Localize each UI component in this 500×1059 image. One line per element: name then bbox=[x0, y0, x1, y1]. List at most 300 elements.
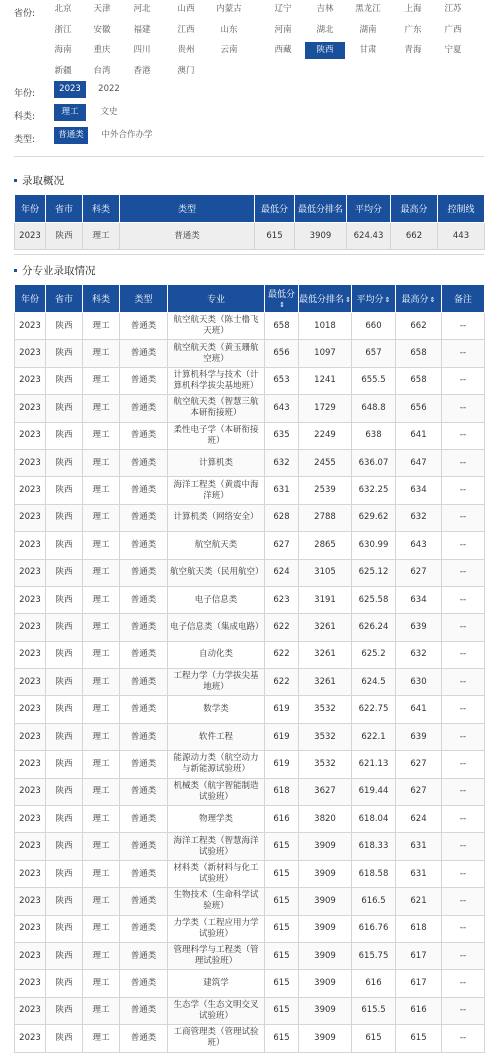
province-option[interactable]: 天津 bbox=[93, 4, 111, 14]
table-cell: 622.75 bbox=[352, 696, 396, 723]
table-row bbox=[15, 532, 485, 559]
table-cell: 理工 bbox=[83, 778, 120, 805]
table-row bbox=[15, 340, 485, 367]
table-cell: 2023 bbox=[15, 340, 46, 367]
type-label: 类型: bbox=[14, 135, 36, 145]
table-cell: 3532 bbox=[299, 751, 352, 778]
table-row bbox=[15, 422, 485, 449]
summary-header-cell: 类型 bbox=[120, 195, 255, 223]
table-cell: 1729 bbox=[299, 395, 352, 422]
table-row bbox=[15, 723, 485, 750]
table-cell: 普通类 bbox=[120, 395, 168, 422]
province-option[interactable]: 山西 bbox=[177, 4, 195, 14]
table-row bbox=[15, 696, 485, 723]
table-row bbox=[15, 367, 485, 394]
table-cell: 643 bbox=[265, 395, 299, 422]
table-cell: 615 bbox=[265, 860, 299, 887]
major-cell: 航空航天类 bbox=[168, 532, 265, 559]
sort-icon[interactable]: ⇕ bbox=[429, 296, 436, 304]
province-option[interactable]: 福建 bbox=[133, 24, 151, 35]
table-cell: -- bbox=[442, 504, 485, 531]
sort-icon[interactable]: ⇕ bbox=[345, 296, 351, 304]
table-cell: 2023 bbox=[15, 313, 46, 340]
table-row bbox=[15, 669, 485, 696]
table-cell: 622 bbox=[265, 641, 299, 668]
table-cell: 615 bbox=[265, 888, 299, 915]
table-cell: 陕西 bbox=[46, 669, 83, 696]
sortable-header-cell[interactable] bbox=[299, 285, 352, 313]
table-cell: 662 bbox=[396, 313, 442, 340]
table-cell: 643 bbox=[396, 532, 442, 559]
table-row bbox=[15, 860, 485, 887]
table-cell: -- bbox=[442, 806, 485, 833]
major-cell: 机械类（航宇智能制造试验班） bbox=[168, 778, 265, 805]
province-option[interactable]: 宁夏 bbox=[444, 45, 462, 55]
table-cell: 3261 bbox=[299, 641, 352, 668]
table-cell: 647 bbox=[396, 449, 442, 476]
table-cell: 624.43 bbox=[347, 223, 391, 250]
table-cell: 2023 bbox=[15, 970, 46, 997]
province-label: 省份: bbox=[14, 9, 36, 19]
summary-header-cell: 控制线 bbox=[438, 195, 485, 223]
province-option[interactable]: 台湾 bbox=[93, 65, 111, 76]
province-option[interactable]: 河北 bbox=[133, 4, 151, 14]
table-cell: 普通类 bbox=[120, 641, 168, 668]
province-option[interactable]: 安徽 bbox=[93, 24, 111, 35]
table-cell: 理工 bbox=[83, 751, 120, 778]
table-cell: 632 bbox=[265, 449, 299, 476]
table-cell: 618.58 bbox=[352, 860, 396, 887]
table-cell: 普通类 bbox=[120, 833, 168, 860]
major-cell: 力学类（工程应用力学试验班） bbox=[168, 915, 265, 942]
type-option[interactable]: 普通类 bbox=[54, 127, 88, 144]
table-cell: -- bbox=[442, 970, 485, 997]
header-label: 省市 bbox=[54, 295, 73, 305]
table-cell: 627 bbox=[396, 778, 442, 805]
major-cell: 计算机类 bbox=[168, 449, 265, 476]
header-label: 最低分排名 bbox=[299, 295, 345, 305]
major-cell: 航空航天类（黄玉珊航空班） bbox=[168, 340, 265, 367]
table-cell: 理工 bbox=[83, 614, 120, 641]
header-label: 专业 bbox=[206, 295, 225, 305]
table-row bbox=[15, 395, 485, 422]
table-cell: 陕西 bbox=[46, 367, 83, 394]
summary-header-cell: 年份 bbox=[15, 195, 46, 223]
table-cell: -- bbox=[442, 860, 485, 887]
detail-header-row bbox=[15, 285, 485, 313]
table-cell: 理工 bbox=[83, 888, 120, 915]
table-cell: -- bbox=[442, 641, 485, 668]
table-cell: 陕西 bbox=[46, 641, 83, 668]
table-cell: 624 bbox=[396, 806, 442, 833]
table-row bbox=[15, 778, 485, 805]
table-cell: 634 bbox=[396, 477, 442, 504]
table-cell: -- bbox=[442, 778, 485, 805]
province-option[interactable]: 内蒙古 bbox=[216, 4, 242, 14]
table-cell: 615 bbox=[265, 970, 299, 997]
province-option[interactable]: 海南 bbox=[54, 45, 72, 55]
table-cell: 2023 bbox=[15, 942, 46, 969]
table-cell: 普通类 bbox=[120, 367, 168, 394]
province-option[interactable]: 河南 bbox=[274, 24, 292, 35]
table-cell: 660 bbox=[352, 313, 396, 340]
table-cell: 621.13 bbox=[352, 751, 396, 778]
table-cell: 理工 bbox=[83, 723, 120, 750]
table-cell: 陕西 bbox=[46, 223, 83, 250]
table-cell: 2023 bbox=[15, 888, 46, 915]
table-cell: 631 bbox=[265, 477, 299, 504]
table-row bbox=[15, 915, 485, 942]
table-cell: 616.76 bbox=[352, 915, 396, 942]
table-row bbox=[15, 559, 485, 586]
table-row bbox=[15, 970, 485, 997]
table-cell: 639 bbox=[396, 614, 442, 641]
summary-header-row bbox=[15, 195, 485, 223]
table-cell: -- bbox=[442, 559, 485, 586]
table-row bbox=[15, 586, 485, 613]
table-cell: 615 bbox=[265, 833, 299, 860]
table-cell: 2023 bbox=[15, 532, 46, 559]
table-cell: 2788 bbox=[299, 504, 352, 531]
table-cell: 630 bbox=[396, 669, 442, 696]
table-cell: 631 bbox=[396, 833, 442, 860]
major-cell: 航空航天类（民用航空） bbox=[168, 559, 265, 586]
province-option[interactable]: 香港 bbox=[133, 65, 151, 76]
header-label: 最低分 bbox=[267, 290, 295, 300]
detail-header-cell bbox=[442, 285, 485, 313]
major-cell: 电子信息类（集成电路） bbox=[168, 614, 265, 641]
table-row bbox=[15, 477, 485, 504]
table-cell: 理工 bbox=[83, 997, 120, 1024]
table-cell: 619 bbox=[265, 723, 299, 750]
table-cell: 普通类 bbox=[120, 559, 168, 586]
table-cell: 618.04 bbox=[352, 806, 396, 833]
table-cell: 陕西 bbox=[46, 559, 83, 586]
table-cell: 陕西 bbox=[46, 449, 83, 476]
table-cell: 理工 bbox=[83, 477, 120, 504]
header-label: 平均分 bbox=[356, 295, 384, 305]
summary-header-cell: 省市 bbox=[46, 195, 83, 223]
summary-table bbox=[14, 194, 485, 250]
major-cell: 海洋工程类（智慧海洋试验班） bbox=[168, 833, 265, 860]
table-cell: 理工 bbox=[83, 340, 120, 367]
table-cell: 陕西 bbox=[46, 751, 83, 778]
table-cell: -- bbox=[442, 751, 485, 778]
table-cell: 普通类 bbox=[120, 806, 168, 833]
major-cell: 工程力学（力学拔尖基地班） bbox=[168, 669, 265, 696]
detail-header-cell bbox=[168, 285, 265, 313]
table-cell: 陕西 bbox=[46, 860, 83, 887]
table-cell: 3909 bbox=[299, 942, 352, 969]
table-cell: 陕西 bbox=[46, 313, 83, 340]
province-option[interactable]: 贵州 bbox=[177, 45, 195, 55]
table-cell: 619.44 bbox=[352, 778, 396, 805]
province-option[interactable]: 重庆 bbox=[93, 45, 111, 55]
type-option[interactable]: 中外合作办学 bbox=[101, 130, 153, 140]
table-cell: 3909 bbox=[295, 223, 347, 250]
table-cell: 619 bbox=[265, 751, 299, 778]
table-cell: 615 bbox=[265, 997, 299, 1024]
table-cell: 陕西 bbox=[46, 340, 83, 367]
table-cell: 653 bbox=[265, 367, 299, 394]
table-cell: -- bbox=[442, 614, 485, 641]
table-row bbox=[15, 1025, 485, 1052]
table-cell: 理工 bbox=[83, 223, 120, 250]
province-option[interactable]: 辽宁 bbox=[274, 4, 292, 14]
table-cell: 1241 bbox=[299, 367, 352, 394]
table-cell: 2023 bbox=[15, 723, 46, 750]
table-cell: 629.62 bbox=[352, 504, 396, 531]
major-cell: 自动化类 bbox=[168, 641, 265, 668]
province-option[interactable]: 陕西 bbox=[305, 42, 345, 59]
table-cell: 638 bbox=[352, 422, 396, 449]
summary-section-title bbox=[14, 173, 64, 188]
table-cell: 3105 bbox=[299, 559, 352, 586]
table-cell: 陕西 bbox=[46, 477, 83, 504]
year-option[interactable]: 2023 bbox=[54, 81, 86, 98]
table-cell: 625.58 bbox=[352, 586, 396, 613]
table-cell: 615 bbox=[265, 915, 299, 942]
table-cell: 理工 bbox=[83, 367, 120, 394]
table-cell: 陕西 bbox=[46, 504, 83, 531]
table-cell: 3261 bbox=[299, 614, 352, 641]
province-option[interactable]: 江苏 bbox=[444, 4, 462, 14]
table-cell: 陕西 bbox=[46, 422, 83, 449]
table-cell: 3909 bbox=[299, 970, 352, 997]
table-cell: 普通类 bbox=[120, 778, 168, 805]
table-cell: 2023 bbox=[15, 449, 46, 476]
major-cell: 建筑学 bbox=[168, 970, 265, 997]
table-cell: 2023 bbox=[15, 997, 46, 1024]
table-cell: 617 bbox=[396, 970, 442, 997]
province-option[interactable]: 浙江 bbox=[54, 24, 72, 35]
table-cell: 普通类 bbox=[120, 586, 168, 613]
major-cell: 数学类 bbox=[168, 696, 265, 723]
table-cell: 2023 bbox=[15, 641, 46, 668]
table-cell: -- bbox=[442, 1025, 485, 1052]
major-cell: 海洋工程类（黄震中海洋班） bbox=[168, 477, 265, 504]
major-cell: 物理学类 bbox=[168, 806, 265, 833]
table-cell: 634 bbox=[396, 586, 442, 613]
table-cell: 普通类 bbox=[120, 340, 168, 367]
table-cell: 2023 bbox=[15, 915, 46, 942]
province-option[interactable]: 新疆 bbox=[54, 65, 72, 76]
table-cell: 2023 bbox=[15, 367, 46, 394]
sort-icon[interactable]: ⇕ bbox=[279, 301, 285, 309]
table-cell: 陕西 bbox=[46, 614, 83, 641]
table-cell: -- bbox=[442, 888, 485, 915]
province-option[interactable]: 青海 bbox=[404, 45, 422, 55]
table-cell: 2023 bbox=[15, 395, 46, 422]
province-option[interactable]: 黑龙江 bbox=[355, 4, 381, 14]
table-cell: 635 bbox=[265, 422, 299, 449]
province-option[interactable]: 澳门 bbox=[177, 65, 195, 76]
major-cell: 工商管理类（管理试验班） bbox=[168, 1025, 265, 1052]
filter-divider bbox=[14, 156, 484, 157]
province-option[interactable]: 广西 bbox=[444, 24, 462, 35]
table-cell: 普通类 bbox=[120, 532, 168, 559]
major-cell: 软件工程 bbox=[168, 723, 265, 750]
header-label: 备注 bbox=[453, 295, 472, 305]
table-cell: 普通类 bbox=[120, 477, 168, 504]
province-option[interactable]: 上海 bbox=[404, 4, 422, 14]
table-cell: 2023 bbox=[15, 778, 46, 805]
province-option[interactable]: 江西 bbox=[177, 24, 195, 35]
province-option[interactable]: 湖北 bbox=[316, 24, 334, 35]
table-cell: 2023 bbox=[15, 806, 46, 833]
sortable-header-cell[interactable] bbox=[352, 285, 396, 313]
year-option[interactable]: 2022 bbox=[98, 84, 120, 94]
table-cell: 615 bbox=[265, 942, 299, 969]
table-row bbox=[15, 806, 485, 833]
sortable-header-cell[interactable] bbox=[265, 285, 299, 313]
province-option[interactable]: 山东 bbox=[220, 24, 238, 35]
detail-header-cell bbox=[46, 285, 83, 313]
table-row bbox=[15, 313, 485, 340]
table-cell: 3909 bbox=[299, 860, 352, 887]
table-row bbox=[15, 449, 485, 476]
table-row bbox=[15, 833, 485, 860]
table-cell: 648.8 bbox=[352, 395, 396, 422]
table-cell: 632 bbox=[396, 504, 442, 531]
major-cell: 能源动力类（航空动力与新能源试验班） bbox=[168, 751, 265, 778]
table-cell: -- bbox=[442, 696, 485, 723]
table-cell: 普通类 bbox=[120, 669, 168, 696]
table-cell: 陕西 bbox=[46, 970, 83, 997]
table-cell: 2023 bbox=[15, 586, 46, 613]
table-cell: 普通类 bbox=[120, 751, 168, 778]
table-cell: 陕西 bbox=[46, 915, 83, 942]
table-cell: 624 bbox=[265, 559, 299, 586]
detail-table bbox=[14, 284, 485, 1053]
table-cell: 628 bbox=[265, 504, 299, 531]
table-cell: 理工 bbox=[83, 313, 120, 340]
detail-header-cell bbox=[83, 285, 120, 313]
table-cell: 普通类 bbox=[120, 997, 168, 1024]
table-cell: 2249 bbox=[299, 422, 352, 449]
header-label: 类型 bbox=[134, 295, 153, 305]
subject-option[interactable]: 理工 bbox=[54, 104, 86, 121]
table-cell: 2455 bbox=[299, 449, 352, 476]
table-cell: 2023 bbox=[15, 504, 46, 531]
table-cell: 623 bbox=[265, 586, 299, 613]
detail-header-cell bbox=[15, 285, 46, 313]
table-cell: -- bbox=[442, 340, 485, 367]
table-cell: 普通类 bbox=[120, 504, 168, 531]
table-cell: 3909 bbox=[299, 833, 352, 860]
table-cell: 622.1 bbox=[352, 723, 396, 750]
table-cell: 616 bbox=[265, 806, 299, 833]
table-cell: 普通类 bbox=[120, 888, 168, 915]
table-cell: 理工 bbox=[83, 942, 120, 969]
table-cell: -- bbox=[442, 395, 485, 422]
table-cell: 陕西 bbox=[46, 395, 83, 422]
table-cell: 3191 bbox=[299, 586, 352, 613]
table-row bbox=[15, 614, 485, 641]
major-cell: 生物技术（生命科学试验班） bbox=[168, 888, 265, 915]
table-cell: 2023 bbox=[15, 422, 46, 449]
table-cell: 618 bbox=[396, 915, 442, 942]
province-option[interactable]: 湖南 bbox=[359, 24, 377, 35]
table-cell: 3820 bbox=[299, 806, 352, 833]
table-cell: 658 bbox=[265, 313, 299, 340]
year-label: 年份: bbox=[14, 89, 36, 99]
table-cell: 636.07 bbox=[352, 449, 396, 476]
table-cell: 普通类 bbox=[120, 942, 168, 969]
table-cell: 2023 bbox=[15, 1025, 46, 1052]
table-cell: -- bbox=[442, 449, 485, 476]
summary-header-cell: 平均分 bbox=[347, 195, 391, 223]
table-cell: 619 bbox=[265, 696, 299, 723]
table-cell: 普通类 bbox=[120, 614, 168, 641]
table-row bbox=[15, 997, 485, 1024]
province-option[interactable]: 吉林 bbox=[316, 4, 334, 14]
subject-option[interactable]: 文史 bbox=[100, 107, 118, 117]
table-cell: 2023 bbox=[15, 833, 46, 860]
table-cell: 1097 bbox=[299, 340, 352, 367]
table-cell: 639 bbox=[396, 723, 442, 750]
province-option[interactable]: 四川 bbox=[133, 45, 151, 55]
table-cell: 2023 bbox=[15, 614, 46, 641]
table-cell: 662 bbox=[391, 223, 438, 250]
summary-header-cell: 最低分排名 bbox=[295, 195, 347, 223]
table-cell: 陕西 bbox=[46, 723, 83, 750]
detail-header-cell bbox=[120, 285, 168, 313]
province-option[interactable]: 广东 bbox=[404, 24, 422, 35]
major-cell: 材料类（新材料与化工试验班） bbox=[168, 860, 265, 887]
table-cell: 621 bbox=[396, 888, 442, 915]
table-cell: 2023 bbox=[15, 559, 46, 586]
table-cell: 陕西 bbox=[46, 696, 83, 723]
table-cell: 2023 bbox=[15, 751, 46, 778]
province-option[interactable]: 北京 bbox=[54, 4, 72, 14]
summary-header-cell: 最低分 bbox=[255, 195, 295, 223]
table-cell: 622 bbox=[265, 669, 299, 696]
sort-icon[interactable]: ⇕ bbox=[384, 296, 391, 304]
table-row bbox=[15, 751, 485, 778]
major-cell: 航空航天类（陈士橹飞天班） bbox=[168, 313, 265, 340]
table-cell: 普通类 bbox=[120, 422, 168, 449]
sortable-header-cell[interactable] bbox=[396, 285, 442, 313]
table-row bbox=[15, 942, 485, 969]
header-label: 科类 bbox=[91, 295, 110, 305]
table-cell: 656 bbox=[396, 395, 442, 422]
table-cell: 普通类 bbox=[120, 223, 255, 250]
province-option[interactable]: 西藏 bbox=[274, 45, 292, 55]
table-cell: 627 bbox=[396, 751, 442, 778]
table-cell: 2023 bbox=[15, 860, 46, 887]
summary-header-cell: 科类 bbox=[83, 195, 120, 223]
table-cell: 2865 bbox=[299, 532, 352, 559]
table-cell: 陕西 bbox=[46, 997, 83, 1024]
table-cell: 626.24 bbox=[352, 614, 396, 641]
table-cell: 617 bbox=[396, 942, 442, 969]
table-cell: 理工 bbox=[83, 1025, 120, 1052]
table-cell: 2023 bbox=[15, 669, 46, 696]
section-divider bbox=[14, 254, 484, 255]
detail-title-text: 分专业录取情况 bbox=[22, 265, 96, 277]
province-option[interactable]: 云南 bbox=[220, 45, 238, 55]
table-cell: 2023 bbox=[15, 223, 46, 250]
province-option[interactable]: 甘肃 bbox=[359, 45, 377, 55]
table-cell: 616.5 bbox=[352, 888, 396, 915]
table-cell: 3627 bbox=[299, 778, 352, 805]
table-cell: 普通类 bbox=[120, 313, 168, 340]
table-cell: -- bbox=[442, 422, 485, 449]
table-cell: 理工 bbox=[83, 806, 120, 833]
table-cell: -- bbox=[442, 367, 485, 394]
table-cell: 普通类 bbox=[120, 860, 168, 887]
